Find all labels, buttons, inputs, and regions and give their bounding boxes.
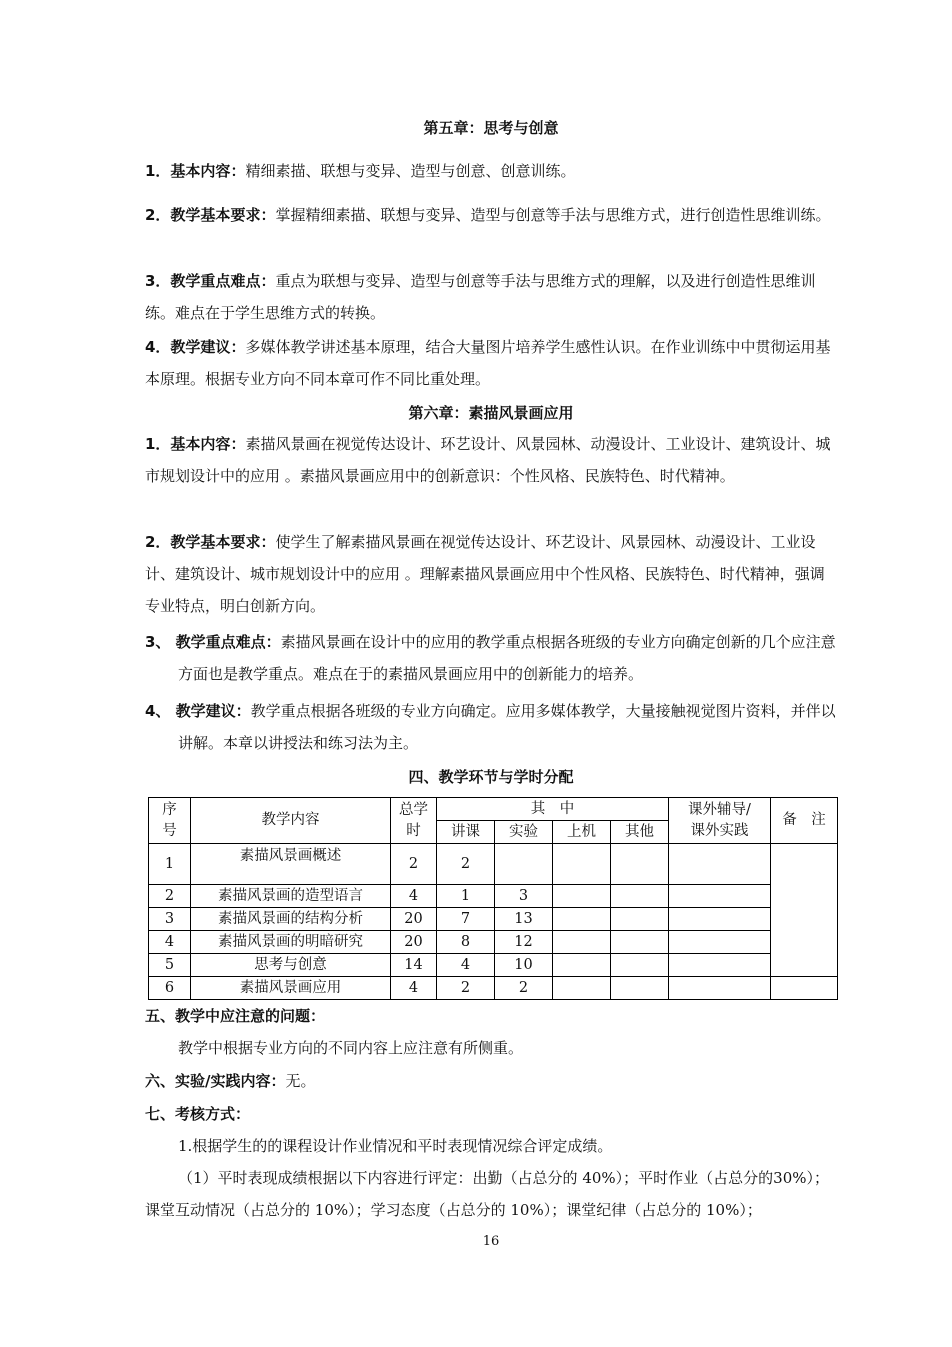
header-no: 序号 [149,798,191,844]
ch5-item-3 [145,265,837,329]
row-exp: 12 [495,931,553,954]
row-no: 4 [149,931,191,954]
row-total: 20 [391,931,437,954]
row-content: 素描风景画的造型语言 [191,885,391,908]
header-content: 教学内容 [191,798,391,844]
row-content: 素描风景画应用 [191,977,391,1000]
section7-line1: 1.根据学生的的课程设计作业情况和平时表现情况综合评定成绩。 [178,1137,613,1155]
table-row [149,908,838,931]
section5-title: 五、教学中应注意的问题： [145,1007,326,1025]
ch6-item-4 [145,695,837,759]
row-exp: 10 [495,954,553,977]
ch6-item-4-text: 教学重点根据各班级的专业方向确定。应用多媒体教学，大量接触视觉图片资料，并伴以讲解。本章以讲授法和练习法为主。 [178,702,836,752]
table-row [149,954,838,977]
section6 [145,1065,837,1097]
row-total: 4 [391,885,437,908]
row-total: 20 [391,908,437,931]
header-computer: 上机 [553,821,611,844]
ch6-item-1 [145,428,837,492]
ch5-item-4 [145,331,837,395]
row-other [611,954,669,977]
ch5-item-3-label: 3．教学重点难点： [145,272,276,290]
ch5-item-1-text: 精细素描、联想与变异、造型与创意、创意训练。 [245,162,576,180]
header-extra: 课外辅导/课外实践 [669,798,771,844]
row-lecture: 2 [437,977,495,1000]
row-note [771,977,838,1000]
row-other [611,908,669,931]
ch6-item-4-label: 4、 教学建议： [145,702,251,720]
row-total: 2 [391,844,437,885]
ch5-item-1 [145,155,837,187]
row-other [611,844,669,885]
row-exp: 3 [495,885,553,908]
table-row [149,977,838,1000]
section5-text: 教学中根据专业方向的不同内容上应注意有所侧重。 [178,1039,524,1057]
section4-title: 四、教学环节与学时分配 [408,768,574,786]
ch6-item-2-label: 2．教学基本要求： [145,533,276,551]
row-no: 3 [149,908,191,931]
row-computer [553,931,611,954]
ch5-item-1-label: 1．基本内容： [145,162,246,180]
table-row [149,931,838,954]
row-extra [669,977,771,1000]
row-no: 6 [149,977,191,1000]
ch6-item-2-text: 使学生了解素描风景画在视觉传达设计、环艺设计、风景园林、动漫设计、工业设计、建筑设计、城市规划设计中的应用 。理解素描风景画应用中个性风格、民族特色、时代精神，强调专业特点，明白创新方向。 [145,533,825,615]
ch6-item-3-label: 3、 教学重点难点： [145,633,281,651]
table-row [149,844,838,885]
row-content: 素描风景画概述 [191,844,391,885]
ch5-item-4-text: 多媒体教学讲述基本原理，结合大量图片培养学生感性认识。在作业训练中中贯彻运用基本原理。根据专业方向不同本章可作不同比重处理。 [145,338,831,388]
row-no: 5 [149,954,191,977]
ch6-item-3 [145,626,837,690]
hours-table [148,797,838,1000]
header-other: 其他 [611,821,669,844]
ch6-item-2 [145,526,837,622]
row-exp: 2 [495,977,553,1000]
ch6-item-3-text: 素描风景画在设计中的应用的教学重点根据各班级的专业方向确定创新的几个应注意方面也是教学重点。难点在于的素描风景画应用中的创新能力的培养。 [178,633,836,683]
row-extra [669,954,771,977]
row-no: 2 [149,885,191,908]
row-extra [669,908,771,931]
ch5-item-3-text: 重点为联想与变异、造型与创意等手法与思维方式的理解，以及进行创造性思维训练。难点在于学生思维方式的转换。 [145,272,816,322]
row-computer [553,977,611,1000]
row-content: 素描风景画的结构分析 [191,908,391,931]
row-lecture: 8 [437,931,495,954]
header-lecture: 讲课 [437,821,495,844]
row-total: 4 [391,977,437,1000]
section7-line2: （1）平时表现成绩根据以下内容进行评定：出勤（占总分的 40%）；平时作业（占总分的30%）；课堂互动情况（占总分的 10%）；学习态度（占总分的 10%）；课堂纪律（占总分的 10%）； [145,1169,829,1219]
section7 [145,1098,837,1130]
section6-label: 六、实验/实践内容： [145,1072,286,1090]
row-content: 素描风景画的明暗研究 [191,931,391,954]
row-extra [669,885,771,908]
chapter6-title: 第六章：素描风景画应用 [408,404,574,422]
row-lecture: 2 [437,844,495,885]
table-row [149,885,838,908]
ch5-item-2 [145,199,837,231]
row-note-merged [771,844,838,977]
header-total: 总学时 [391,798,437,844]
row-exp [495,844,553,885]
row-computer [553,844,611,885]
row-lecture: 4 [437,954,495,977]
row-exp: 13 [495,908,553,931]
row-computer [553,885,611,908]
row-other [611,885,669,908]
row-computer [553,908,611,931]
row-other [611,931,669,954]
row-lecture: 1 [437,885,495,908]
chapter5-title: 第五章：思考与创意 [423,119,559,137]
header-note: 备 注 [771,798,838,844]
row-computer [553,954,611,977]
header-of: 其 中 [437,798,669,821]
ch6-item-1-label: 1．基本内容： [145,435,246,453]
page-number: 16 [482,1234,500,1249]
row-lecture: 7 [437,908,495,931]
row-total: 14 [391,954,437,977]
ch5-item-2-text: 掌握精细素描、联想与变异、造型与创意等手法与思维方式，进行创造性思维训练。 [275,206,831,224]
ch6-item-1-text: 素描风景画在视觉传达设计、环艺设计、风景园林、动漫设计、工业设计、建筑设计、城市规划设计中的应用 。素描风景画应用中的创新意识：个性风格、民族特色、时代精神。 [145,435,831,485]
ch5-item-4-label: 4．教学建议： [145,338,246,356]
row-other [611,977,669,1000]
header-exp: 实验 [495,821,553,844]
ch5-item-2-label: 2．教学基本要求： [145,206,276,224]
section7-title: 七、考核方式： [145,1105,251,1123]
section5 [145,1000,837,1032]
row-extra [669,844,771,885]
section6-text: 无。 [285,1072,316,1090]
row-extra [669,931,771,954]
row-no: 1 [149,844,191,885]
row-content: 思考与创意 [191,954,391,977]
